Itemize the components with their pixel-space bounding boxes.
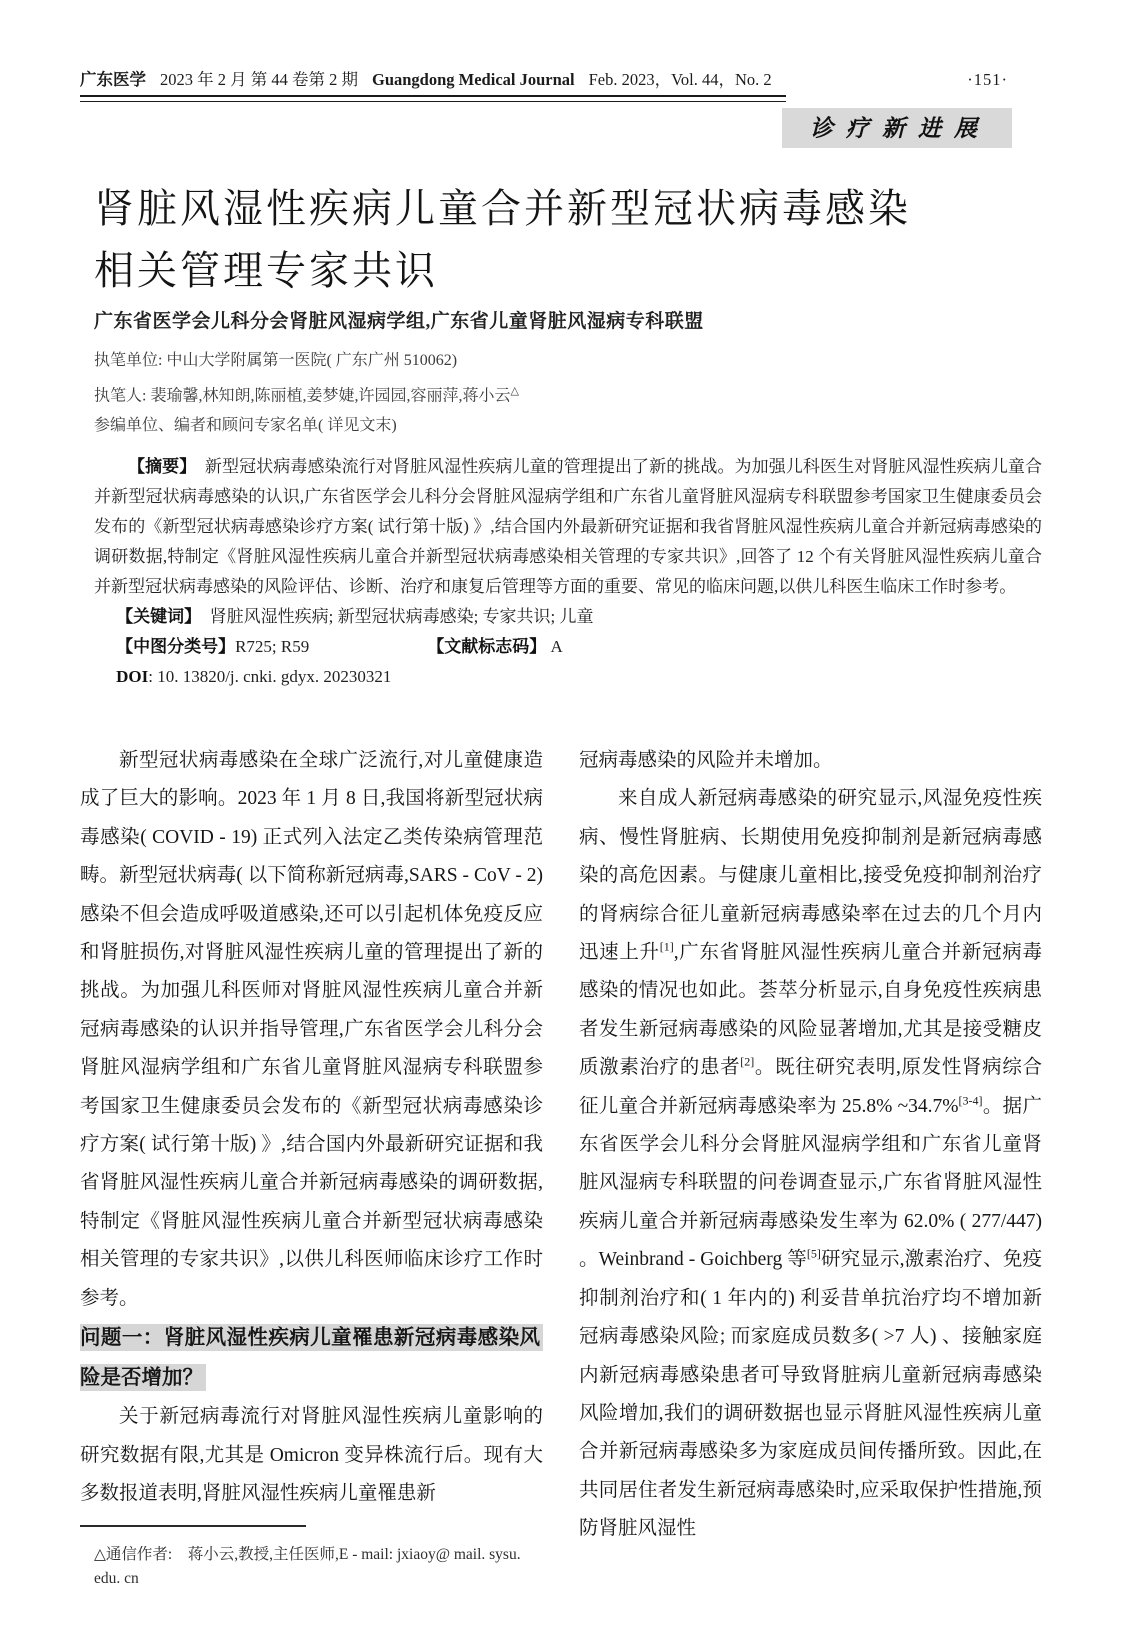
doc-code-value: A bbox=[550, 637, 563, 656]
doi-value: : 10. 13820/j. cnki. gdyx. 20230321 bbox=[148, 667, 392, 686]
journal-name-en: Guangdong Medical Journal bbox=[372, 70, 575, 89]
citation-ref-3-4: [3-4] bbox=[958, 1093, 983, 1108]
paragraph-segment: 研究显示,激素治疗、免疫抑制剂治疗和( 1 年内的) 利妥昔单抗治疗均不增加新冠病毒感染风险; 而家庭成员数多( >7 人) 、接触家庭内新冠病毒感染患者可导致肾脏病儿童新冠病毒感染风险增加,我们的调研数据也显示肾脏风湿性疾病儿童合并新冠病毒感染多为家庭成员间传播所致。因此,在共同居住者发生新冠病毒感染时,应采取保护性措施,预防肾脏风湿性 bbox=[579, 1249, 1042, 1540]
section-badge: 诊疗新进展 bbox=[782, 108, 1012, 148]
header-left-group bbox=[80, 66, 772, 90]
article-title-line-2: 相关管理专家共识 bbox=[94, 248, 438, 293]
citation-ref-5: [5] bbox=[806, 1246, 821, 1261]
header-divider bbox=[80, 95, 786, 102]
clc-label: 【中图分类号】 bbox=[116, 637, 236, 656]
question-heading-text: 问题一：肾脏风湿性疾病儿童罹患新冠病毒感染风险是否增加？ bbox=[80, 1324, 543, 1391]
footnote-divider bbox=[80, 1525, 306, 1527]
corresponding-author-mark: △ bbox=[510, 385, 519, 397]
front-matter bbox=[94, 452, 1042, 692]
article-body bbox=[80, 742, 1042, 1591]
issue-info-cn: 2023 年 2 月 第 44 卷第 2 期 bbox=[160, 70, 358, 89]
paragraph-segment: 。据广东省医学会儿科分会肾脏风湿病学组和广东省儿童肾脏风湿病专科联盟的问卷调查显示,广东省肾脏风湿性疾病儿童合并新冠病毒感染发生率为 62.0% ( 277/447) 。Weinbrand - Goichberg 等 bbox=[579, 1095, 1042, 1271]
article-meta bbox=[94, 346, 1044, 441]
right-column bbox=[579, 742, 1042, 1591]
article-title bbox=[94, 178, 1054, 302]
body-paragraph-evidence bbox=[579, 780, 1042, 1548]
abstract-label: 【摘要】 bbox=[128, 457, 188, 476]
abstract-paragraph bbox=[94, 452, 1042, 602]
left-column bbox=[80, 742, 543, 1591]
abstract-text: 新型冠状病毒感染流行对肾脏风湿性疾病儿童的管理提出了新的挑战。为加强儿科医生对肾脏风湿性疾病儿童合并新型冠状病毒感染的认识,广东省医学会儿科分会肾脏风湿病学组和广东省儿童肾脏风湿病专科联盟参考国家卫生健康委员会发布的《新型冠状病毒感染诊疗方案( 试行第十版) 》,结合国内外最新研究证据和我省肾脏风湿性疾病儿童合并新冠病毒感染的调研数据,特制定《肾脏风湿性疾病儿童合并新型冠状病毒感染相关管理的专家共识》,回答了 12 个有关肾脏风湿性疾病儿童合并新型冠状病毒感染的风险评估、诊断、治疗和康复后管理等方面的重要、常见的临床问题,以供儿科医生临床工作时参考。 bbox=[94, 457, 1043, 596]
body-paragraph-continuation: 冠病毒感染的风险并未增加。 bbox=[579, 750, 833, 771]
paragraph-segment: 来自成人新冠病毒感染的研究显示,风湿免疫性疾病、慢性肾脏病、长期使用免疫抑制剂是新冠病毒感染的高危因素。与健康儿童相比,接受免疫抑制剂治疗的肾病综合征儿童新冠病毒感染率在过去的几个月内迅速上升 bbox=[579, 788, 1042, 964]
article-title-line-1: 肾脏风湿性疾病儿童合并新型冠状病毒感染 bbox=[94, 186, 911, 231]
footnote: △通信作者: 蒋小云,教授,主任医师,E - mail: jxiaoy@ mail. sysu. edu. cn bbox=[94, 1546, 521, 1588]
doi-line bbox=[94, 662, 1042, 692]
classification-line bbox=[94, 632, 1042, 662]
body-paragraph-question1: 关于新冠病毒流行对肾脏风湿性疾病儿童影响的研究数据有限,尤其是 Omicron 变异株流行后。现有大多数报道表明,肾脏风湿性疾病儿童罹患新 bbox=[80, 1406, 543, 1504]
author-group: 广东省医学会儿科分会肾脏风湿病学组,广东省儿童肾脏风湿病专科联盟 bbox=[94, 311, 704, 332]
citation-ref-2: [2] bbox=[740, 1054, 755, 1069]
question-heading bbox=[80, 1318, 543, 1398]
doc-code-label: 【文献标志码】 bbox=[427, 637, 547, 656]
keywords-label: 【关键词】 bbox=[116, 607, 193, 626]
writers-names: 执笔人: 裴瑜馨,林知朗,陈丽植,姜梦婕,许园园,容丽萍,蒋小云 bbox=[94, 387, 511, 405]
writing-unit: 执笔单位: 中山大学附属第一医院( 广东广州 510062) bbox=[94, 352, 458, 369]
contributors-note: 参编单位、编者和顾问专家名单( 详见文末) bbox=[94, 417, 397, 435]
page-header bbox=[80, 66, 1008, 90]
clc-value: R725; R59 bbox=[235, 637, 310, 656]
writers-line bbox=[94, 376, 1044, 411]
doi-label: DOI bbox=[116, 667, 149, 686]
body-paragraph-intro: 新型冠状病毒感染在全球广泛流行,对儿童健康造成了巨大的影响。2023 年 1 月 8 日,我国将新型冠状病毒感染( COVID - 19) 正式列入法定乙类传染病管理范畴。新型冠状病毒( 以下简称新冠病毒,SARS - CoV - 2) 感染不但会造成呼吸道感染,还可以引起机体免疫反应和肾脏损伤,对肾脏风湿性疾病儿童的管理提出了新的挑战。为加强儿科医师对肾脏风湿性疾病儿童合并新冠病毒感染的认识并指导管理,广东省医学会儿科分会肾脏风湿病学组和广东省儿童肾脏风湿病专科联盟参考国家卫生健康委员会发布的《新型冠状病毒感染诊疗方案( 试行第十版) 》,结合国内外最新研究证据和我省肾脏风湿性疾病儿童合并新冠病毒感染的调研数据,特制定《肾脏风湿性疾病儿童合并新型冠状病毒感染相关管理的专家共识》,以供儿科医师临床诊疗工作时参考。 bbox=[80, 750, 543, 1309]
paragraph-segment: ,广东省肾脏风湿性疾病儿童合并新冠病毒感染的情况也如此。荟萃分析显示,自身免疫性疾病患者发生新冠病毒感染的风险显著增加,尤其是接受糖皮质激素治疗的患者 bbox=[579, 942, 1042, 1079]
page-number: ·151· bbox=[967, 70, 1008, 89]
paragraph-segment: 。既往研究表明,原发性肾病综合征儿童合并新冠病毒感染率为 25.8% ~34.7% bbox=[579, 1057, 1042, 1117]
journal-name-cn: 广东医学 bbox=[80, 70, 146, 89]
citation-ref-1: [1] bbox=[659, 939, 674, 954]
keywords-line bbox=[94, 602, 1042, 632]
keywords-text: 肾脏风湿性疾病; 新型冠状病毒感染; 专家共识; 儿童 bbox=[192, 607, 594, 626]
issue-info-en: Feb. 2023，Vol. 44，No. 2 bbox=[588, 70, 772, 89]
